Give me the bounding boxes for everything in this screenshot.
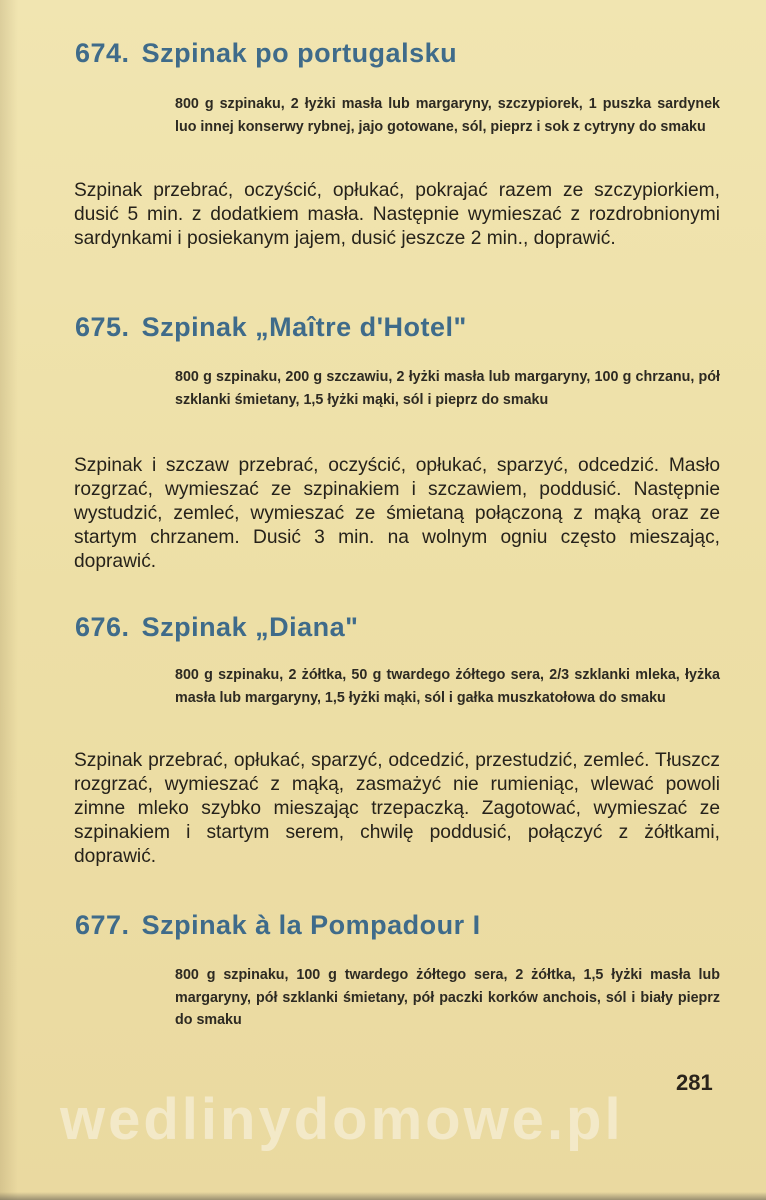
ingredients-list: 800 g szpinaku, 100 g twardego żółtego sera, 2 żółtka, 1,5 łyżki masła lub margaryny, pół szklanki śmietany, pół paczki korków anchois, sól i biały pieprz do smaku <box>175 967 720 1028</box>
ingredients-list: 800 g szpinaku, 200 g szczawiu, 2 łyżki masła lub margaryny, 100 g chrzanu, pół szklanki śmietany, 1,5 łyżki mąki, sól i pieprz do smaku <box>175 369 720 408</box>
recipe-title <box>75 612 358 643</box>
ingredients-list: 800 g szpinaku, 2 łyżki masła lub margaryny, szczypiorek, 1 puszka sardynek luo innej konserwy rybnej, jajo gotowane, sól, pieprz i sok z cytryny do smaku <box>175 96 720 135</box>
page-gutter-shadow <box>0 0 18 1200</box>
page-number: 281 <box>676 1070 713 1095</box>
recipe-title <box>75 910 481 941</box>
watermark: wedlinydomowe.pl <box>60 1087 624 1152</box>
recipe-number: 677. <box>75 910 130 940</box>
recipe-name: Szpinak „Maître d'Hotel" <box>141 312 467 342</box>
page-bottom-edge <box>0 1192 766 1200</box>
instructions-text: Szpinak przebrać, opłukać, sparzyć, odcedzić, przestudzić, zemleć. Tłuszcz rozgrzać, wymieszać z mąką, zasmażyć nie rumieniąc, wlewać powoli zimne mleko szybko mieszając trzepaczką. Zagotować, wymieszać ze szpinakiem i startym serem, chwilę poddusić, połączyć z żółtkami, doprawić. <box>74 750 720 867</box>
recipe-number: 676. <box>75 612 130 642</box>
recipe-name: Szpinak po portugalsku <box>141 38 458 68</box>
recipe-name: Szpinak „Diana" <box>141 612 359 642</box>
instructions-text: Szpinak przebrać, oczyścić, opłukać, pokrajać razem ze szczypiorkiem, dusić 5 min. z dodatkiem masła. Następnie wymieszać z rozdrobnionymi sardynkami i posiekanym jajem, dusić jeszcze 2 min., doprawić. <box>74 180 720 249</box>
recipe-number: 674. <box>75 38 130 68</box>
recipe-number: 675. <box>75 312 130 342</box>
instructions-text: Szpinak i szczaw przebrać, oczyścić, opłukać, sparzyć, odcedzić. Masło rozgrzać, wymieszać ze szpinakiem i szczawiem, poddusić. Następnie wystudzić, zemleć, wymieszać ze śmietaną połączoną z mąką oraz ze startym chrzanem. Dusić 3 min. na wolnym ogniu często mieszając, doprawić. <box>74 455 720 572</box>
recipe-title <box>75 312 467 343</box>
ingredients-list: 800 g szpinaku, 2 żółtka, 50 g twardego żółtego sera, 2/3 szklanki mleka, łyżka masła lub margaryny, 1,5 łyżki mąki, sól i gałka muszkatołowa do smaku <box>175 667 720 706</box>
recipe-name: Szpinak à la Pompadour I <box>141 910 481 940</box>
recipe-title <box>75 38 457 69</box>
